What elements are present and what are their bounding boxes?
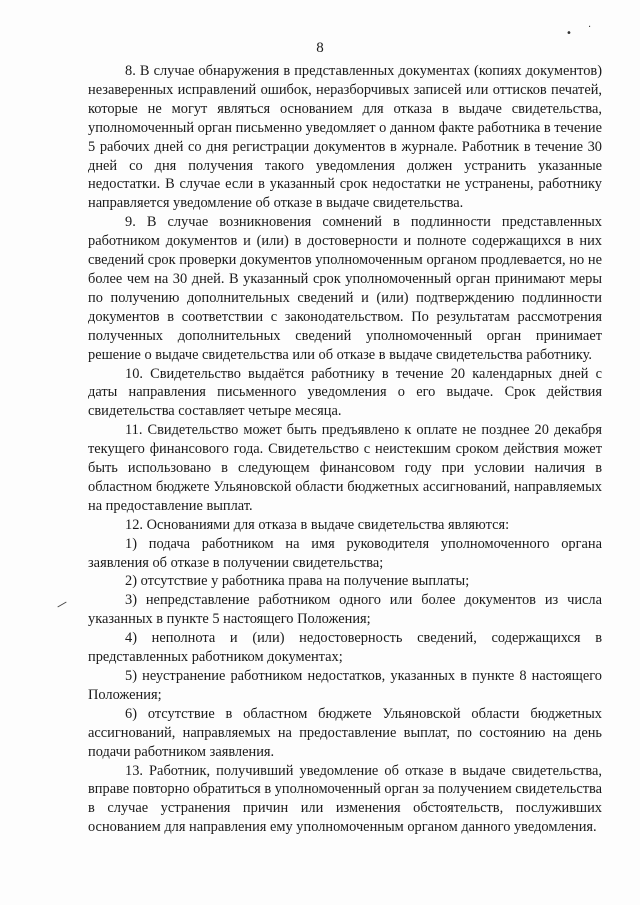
- list-item-6: 6) отсутствие в областном бюджете Ульяновской области бюджетных ассигнований, направляемых на предоставление выплат, по состоянию на день подачи работником заявления.: [88, 705, 602, 760]
- paragraph-10: 10. Свидетельство выдаётся работнику в течение 20 календарных дней с даты направления письменного уведомления о его выдаче. Срок действия свидетельства составляет четыре месяца.: [88, 365, 602, 420]
- scan-speck: •: [566, 28, 572, 39]
- scan-speck: ·: [588, 22, 592, 33]
- list-item-1: 1) подача работником на имя руководителя уполномоченного органа заявления об отказе в получении свидетельства;: [88, 535, 602, 571]
- paragraph-9: 9. В случае возникновения сомнений в подлинности представленных работником документов и (или) в достоверности и полноте содержащихся в них сведений срок проверки документов уполномоченным органом продлевается, но не более чем на 30 дней. В указанный срок уполномоченный орган принимают меры по получению дополнительных сведений и (или) подтверждению подлинности документов в соответствии с законодательством. По результатам рассмотрения полученных дополнительных сведений уполномоченный орган принимает решение о выдаче свидетельства или об отказе в выдаче свидетельства работнику.: [88, 214, 602, 363]
- list-item-2: 2) отсутствие у работника права на получение выплаты;: [125, 573, 470, 590]
- page-number: 8: [316, 40, 324, 56]
- margin-pen-mark: [57, 602, 66, 608]
- paragraph-11: 11. Свидетельство может быть предъявлено к оплате не позднее 20 декабря текущего финансового года. Свидетельство с неистекшим сроком действия может быть использовано в следующем финансовом году при условии наличия в областном бюджете Ульяновской области бюджетных ассигнований, направляемых на предоставление выплат.: [88, 422, 602, 514]
- list-item-5: 5) неустранение работником недостатков, указанных в пункте 8 настоящего Положения;: [88, 668, 602, 703]
- paragraph-12: 12. Основаниями для отказа в выдаче свидетельства являются:: [125, 516, 510, 533]
- document-body: [88, 62, 602, 837]
- paragraph-8: 8. В случае обнаружения в представленных документах (копиях документов) незаверенных исправлений ошибок, неразборчивых записей или оттисков печатей, которые не могут являться основанием для отказа в выдаче свидетельства, уполномоченный орган письменно уведомляет о данном факте работника в течение 5 рабочих дней со дня регистрации документов в журнале. Работник в течение 30 дней со дня получения такого уведомления должен устранить указанные недостатки. В случае если в указанный срок недостатки не устранены, работнику направляется уведомление об отказе в выдаче свидетельства.: [88, 63, 602, 212]
- list-item-3: 3) непредставление работником одного или более документов из числа указанных в пункте 5 настоящего Положения;: [88, 592, 602, 628]
- list-item-4: 4) неполнота и (или) недостоверность сведений, содержащихся в представленных работником документах;: [88, 630, 602, 666]
- paragraph-13: 13. Работник, получивший уведомление об отказе в выдаче свидетельства, вправе повторно обратиться в уполномоченный орган за получением свидетельства в случае устранения причин или изменения обстоятельств, послуживших основанием для направления ему уполномоченным органом данного уведомления.: [88, 762, 602, 836]
